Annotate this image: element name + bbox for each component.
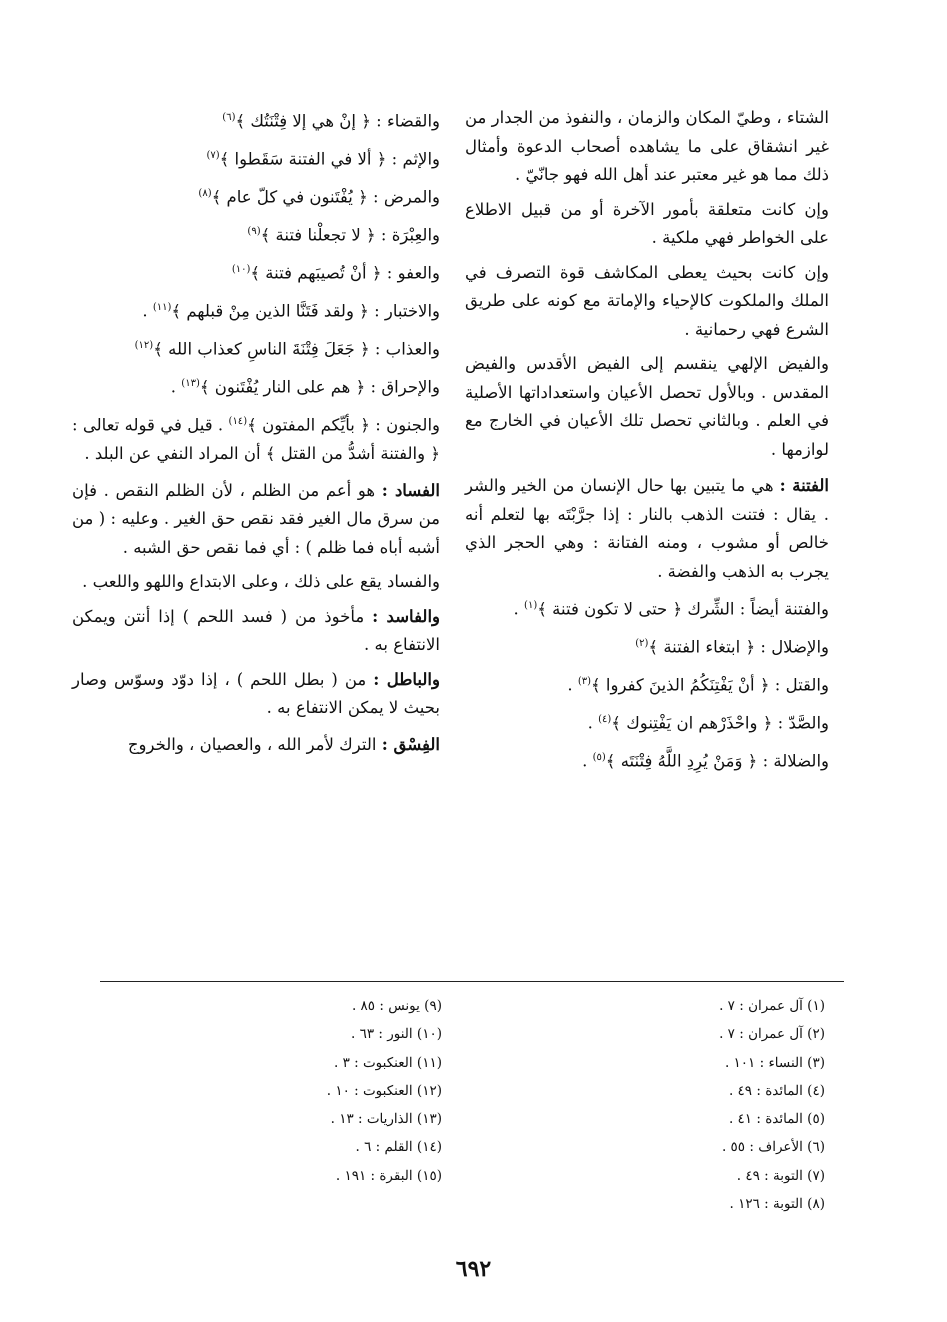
footnote-item: (١٢) العنكبوت : ١٠ .	[326, 1082, 442, 1099]
paragraph-text: والمرض : ﴿ يُفْتَنون في كلّ عام ﴾	[211, 187, 440, 207]
paragraph	[465, 630, 829, 662]
paragraph-continuation: .	[513, 599, 525, 619]
paragraph-text: هي ما يتبين بها حال الإنسان من الخير والشر . يقال : فتنت الذهب بالنار : إذا جرَّبْتَه بها لتعلم أنه خالص أو مشوب ، ومنه الفتانة : وهي الحجر الذي يجرب به الذهب والفضة .	[465, 476, 829, 581]
paragraph-continuation: .	[587, 713, 599, 733]
footnotes-right-column	[585, 992, 825, 1218]
paragraph	[72, 104, 440, 136]
paragraph-continuation: .	[170, 377, 182, 397]
paragraph	[72, 218, 440, 250]
paragraph-text: الشتاء ، وطيّ المكان والزمان ، والنفوذ من الجدار من غير انشقاق على ما يشاهده أصحاب الدعوة وأمثال ذلك مما هو غير معتبر عند أهل الله فهو جانّيّ .	[465, 108, 829, 184]
footnote-reference: (٥)	[592, 752, 606, 763]
paragraph	[72, 142, 440, 174]
paragraph	[72, 256, 440, 288]
footnote-item: (١) آل عمران : ٧ .	[719, 998, 825, 1014]
paragraph	[465, 668, 829, 700]
footnote-reference: (٦)	[222, 112, 236, 123]
footnote-reference: (١١)	[152, 302, 172, 313]
paragraph	[465, 350, 829, 464]
footnote-item: (١١) العنكبوت : ٣ .	[333, 1054, 442, 1071]
paragraph-text: مأخوذ من ( فسد اللحم ) إذا أنتن ويمكن الانتفاع به .	[72, 606, 440, 654]
footnote-reference: (١)	[524, 600, 538, 611]
paragraph-text: والفساد يقع على ذلك ، وعلى الابتداع واللهو واللعب .	[82, 572, 440, 591]
footnote-item: (٩) يونس : ٨٥ .	[351, 998, 442, 1014]
paragraph-text: والعفو : ﴿ أنْ تُصيبَهم فتنة ﴾	[250, 263, 440, 283]
paragraph-text: والقضاء : ﴿ إنْ هي إلا فِتْنَتُك ﴾	[235, 111, 440, 131]
paragraph	[72, 370, 440, 402]
term-heading: والباطل :	[373, 669, 440, 689]
footnote-item: (١٥) البقرة : ١٩١ .	[335, 1167, 442, 1184]
term-heading: الفِسْق :	[381, 734, 440, 754]
footnote-item: (٥) المائدة : ٤١ .	[728, 1111, 825, 1128]
paragraph	[465, 592, 829, 624]
paragraph-text: والفتنة أيضاً : الشِّرك ﴿ حتى لا تكون فتنة ﴾	[537, 599, 829, 619]
paragraph-text: والقتل : ﴿ أنْ يَفْتِنَكُمُ الذينَ كفروا ﴾	[591, 675, 829, 695]
paragraph	[465, 472, 829, 586]
footnote-item: (٨) التوبة : ١٢٦ .	[729, 1196, 825, 1213]
paragraph-text: وإن كانت بحيث يعطى المكاشف قوة التصرف في الملك والملكوت كالإحياء والإماتة مع كونه على طريق الشرع فهي رحمانية .	[465, 262, 829, 339]
paragraph-text: والإحراق : ﴿ هم على النار يُفْتَنون ﴾	[199, 377, 440, 397]
footnote-reference: (١٣)	[181, 378, 200, 389]
footnote-item: (١٣) الذاريات : ١٣ .	[330, 1111, 442, 1128]
paragraph	[72, 568, 440, 597]
paragraph-continuation: .	[582, 751, 593, 771]
footnote-item: (٢) آل عمران : ٧ .	[719, 1026, 825, 1043]
paragraph-text: من ( بطل اللحم ) ، إذا دوّد وسوّس وصار بحيث لا يمكن الانتفاع به .	[72, 669, 440, 717]
footnote-item: (١٠) النور : ٦٣ .	[350, 1026, 442, 1043]
footnote-divider	[100, 981, 844, 982]
right-text-column	[465, 104, 829, 782]
footnote-reference: (٤)	[598, 714, 612, 725]
paragraph-text: والجنون : ﴿ بأيِّكم المفتون ﴾	[247, 415, 440, 435]
paragraph-text: والصَّدّ : ﴿ واحْذَرْهم ان يَفْتِنوك ﴾	[611, 713, 829, 733]
paragraph	[465, 706, 829, 738]
footnote-item: (٣) النساء : ١٠١ .	[724, 1054, 825, 1071]
footnote-reference: (٢)	[635, 638, 649, 649]
footnote-reference: (١٢)	[134, 340, 154, 351]
term-heading: الفساد :	[381, 480, 441, 500]
paragraph	[72, 180, 440, 212]
paragraph	[465, 259, 829, 345]
footnote-item: (٤) المائدة : ٤٩ .	[728, 1082, 825, 1099]
paragraph	[72, 477, 440, 563]
footnote-item: (٦) الأعراف : ٥٥ .	[721, 1139, 825, 1156]
paragraph	[72, 332, 440, 364]
paragraph	[72, 603, 440, 660]
paragraph	[72, 731, 440, 760]
left-text-column	[72, 104, 440, 765]
paragraph	[72, 408, 440, 469]
footnote-reference: (٧)	[206, 150, 220, 161]
paragraph-text: والضلالة : ﴿ وَمَنْ يُرِدِ اللَّهُ فِتْنَتَه ﴾	[605, 751, 829, 771]
paragraph-text: والعِبْرَة : ﴿ لا تجعلْنا فتنة ﴾	[260, 225, 440, 245]
paragraph-continuation: . قيل في قوله تعالى : ﴿ والفتنة أشدُّ من القتل ﴾ أن المراد النفي عن البلد .	[72, 415, 440, 463]
paragraph-continuation: .	[567, 675, 578, 695]
page-number: ٦٩٢	[455, 1256, 492, 1282]
footnotes-left-column	[202, 992, 442, 1190]
footnote-reference: (٩)	[247, 226, 261, 237]
paragraph	[465, 744, 829, 776]
paragraph-text: الترك لأمر الله ، والعصيان ، والخروج	[127, 734, 377, 754]
term-heading: الفتنة :	[779, 476, 829, 495]
paragraph-text: وإن كانت متعلقة بأمور الآخرة أو من قبيل الاطلاع على الخواطر فهي ملكية .	[465, 199, 829, 247]
footnote-reference: (٣)	[577, 676, 591, 687]
footnote-reference: (٨)	[198, 188, 212, 199]
footnote-item: (٧) التوبة : ٤٩ .	[736, 1167, 825, 1184]
paragraph-text: والإثم : ﴿ ألا في الفتنة سَقَطوا ﴾	[219, 149, 440, 169]
footnote-reference: (١٠)	[231, 264, 251, 275]
paragraph-text: هو أعم من الظلم ، لأن الظلم النقص . فإن من سرق مال الغير فقد نقص حق الغير . وعليه : ( من أشبه أباه فما ظلم ) : أي فما نقص حق الشبه .	[72, 480, 440, 557]
paragraph	[72, 294, 440, 326]
paragraph	[465, 104, 829, 190]
term-heading: والفاسد :	[372, 606, 440, 626]
paragraph-text: والعذاب : ﴿ جَعَلَ فِتْنَةَ الناسِ كعذاب الله ﴾	[153, 339, 440, 359]
paragraph-text: والاختبار : ﴿ ولقد فَتَنَّا الذين مِنْ قبلهم ﴾	[171, 301, 440, 321]
paragraph-text: والإضلال : ﴿ ابتغاء الفتنة ﴾	[648, 637, 829, 657]
paragraph	[465, 196, 829, 253]
footnote-reference: (١٤)	[228, 416, 248, 427]
paragraph-continuation: .	[142, 301, 153, 321]
paragraph-text: والفيض الإلهي ينقسم إلى الفيض الأقدس والفيض المقدس . وبالأول تحصل الأعيان واستعداداتها الأصلية في العلم . وبالثاني تحصل تلك الأعيان في الخارج مع لوازمها .	[465, 354, 829, 459]
paragraph	[72, 666, 440, 723]
footnote-item: (١٤) القلم : ٦ .	[355, 1139, 442, 1156]
